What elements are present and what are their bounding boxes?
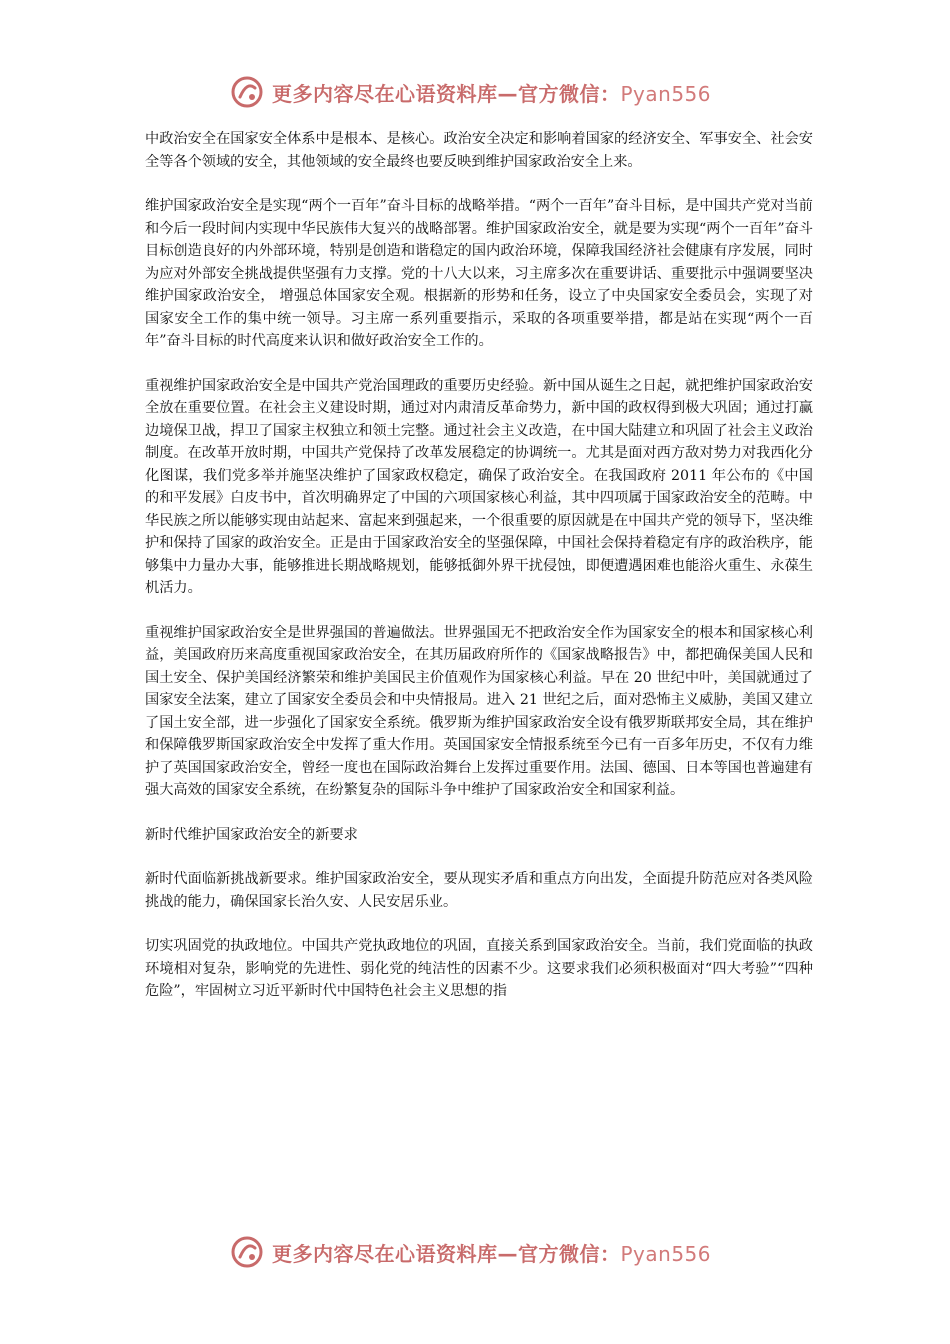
footer-banner-text: 更多内容尽在心语资料库—官方微信：Pyan556 (272, 1241, 712, 1266)
paragraph: 新时代面临新挑战新要求。维护国家政治安全，要从现实矛盾和重点方向出发，全面提升防范应对各类风险挑战的能力，确保国家长治久安、人民安居乐业。 (145, 871, 813, 910)
paragraph: 中政治安全在国家安全体系中是根本、是核心。政治安全决定和影响着国家的经济安全、军事安全、社会安全等各个领域的安全，其他领域的安全最终也要反映到维护国家政治安全上来。 (145, 131, 813, 170)
paragraph: 重视维护国家政治安全是世界强国的普遍做法。世界强国无不把政治安全作为国家安全的根本和国家核心利益，美国政府历来高度重视国家政治安全，在其历届政府所作的《国家战略报告》中，都把确保美国人民和国土安全、保护美国经济繁荣和维护美国民主价值观作为国家核心利益。早在 20 世纪中叶，美国就通过了国家安全法案，建立了国家安全委员会和中央情报局。进入 21 世纪之后，面对恐怖主义威胁，美国又建立了国土安全部，进一步强化了国家安全系统。俄罗斯为维护国家政治安全设有俄罗斯联邦安全局，其在维护和保障俄罗斯国家政治安全中发挥了重大作用。英国国家安全情报系统至今已有一百多年历史，不仅有力维护了英国国家政治安全，曾经一度也在国际政治舞台上发挥过重要作用。法国、德国、日本等国也普遍建有强大高效的国家安全系统，在纷繁复杂的国际斗争中维护了国家政治安全和国家利益。 (145, 624, 813, 798)
paragraph: 重视维护国家政治安全是中国共产党治国理政的重要历史经验。新中国从诞生之日起，就把维护国家政治安全放在重要位置。在社会主义建设时期，通过对内肃清反革命势力，新中国的政权得到极大巩固；通过打赢边境保卫战，捍卫了国家主权独立和领土完整。通过社会主义改造，在中国大陆建立和巩固了社会主义政治制度。在改革开放时期，中国共产党保持了改革发展稳定的协调统一。尤其是面对西方敌对势力对我西化分化图谋，我们党多举并施坚决维护了国家政权稳定，确保了政治安全。在我国政府 2011 年公布的《中国的和平发展》白皮书中，首次明确界定了中国的六项国家核心利益，其中四项属于国家政治安全的范畴。中华民族之所以能够实现由站起来、富起来到强起来，一个很重要的原因就是在中国共产党的领导下，坚决维护和保持了国家的政治安全。正是由于国家政治安全的坚强保障，中国社会保持着稳定有序的政治秩序，能够集中力量办大事，能够推进长期战略规划，能够抵御外界干扰侵蚀，即便遭遇困难也能浴火重生、永葆生机活力。 (145, 377, 813, 596)
logo-icon (230, 1235, 264, 1269)
logo-icon (230, 75, 264, 109)
header-banner-text: 更多内容尽在心语资料库—官方微信：Pyan556 (272, 81, 712, 106)
paragraph: 切实巩固党的执政地位。中国共产党执政地位的巩固，直接关系到国家政治安全。当前，我们党面临的执政环境相对复杂，影响党的先进性、弱化党的纯洁性的因素不少。这要求我们必须积极面对“四大考验”“四种危险”，牢固树立习近平新时代中国特色社会主义思想的指 (145, 938, 813, 999)
header-banner (230, 72, 750, 112)
paragraph: 维护国家政治安全是实现“两个一百年”奋斗目标的战略举措。“两个一百年”奋斗目标，是中国共产党对当前和今后一段时间内实现中华民族伟大复兴的战略部署。维护国家政治安全，就是要为实现“两个一百年”奋斗目标创造良好的内外部环境，特别是创造和谐稳定的国内政治环境，保障我国经济社会健康有序发展，同时为应对外部安全挑战提供坚强有力支撑。党的十八大以来，习主席多次在重要讲话、重要批示中强调要坚决维护国家政治安全， 增强总体国家安全观。根据新的形势和任务，设立了中央国家安全委员会，实现了对国家安全工作的集中统一领导。习主席一系列重要指示，采取的各项重要举措，都是站在实现“两个一百年”奋斗目标的时代高度来认识和做好政治安全工作的。 (145, 198, 813, 349)
footer-banner (230, 1232, 750, 1272)
document-body (145, 128, 813, 1025)
section-heading: 新时代维护国家政治安全的新要求 (145, 826, 358, 843)
